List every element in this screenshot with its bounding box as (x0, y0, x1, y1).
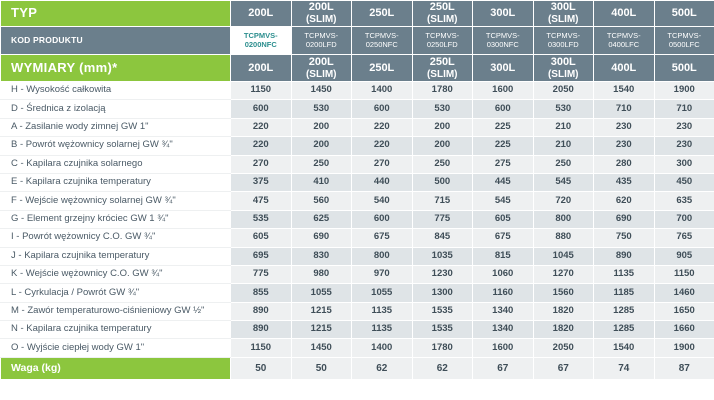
cell-r13-c2: 1135 (352, 321, 413, 339)
cell-r8-c5: 880 (533, 229, 594, 247)
cell-r12-c2: 1135 (352, 302, 413, 320)
cell-r4-c3: 250 (412, 155, 473, 173)
table-row (1, 155, 714, 173)
cell-r6-c4: 545 (473, 192, 534, 210)
product-code-3: TCPMVS- 0250LFD (412, 27, 473, 55)
product-code-7: TCPMVS- 0500LFC (654, 27, 714, 55)
cell-r5-c4: 445 (473, 173, 534, 191)
dimension-column-header-3: 250L (SLIM) (412, 55, 473, 82)
cell-r4-c7: 300 (654, 155, 714, 173)
cell-r4-c2: 270 (352, 155, 413, 173)
table-row (1, 100, 714, 118)
product-code-0: TCPMVS- 0200NFC (231, 27, 292, 55)
table-row (1, 173, 714, 191)
table-row (1, 302, 714, 320)
cell-r14-c2: 1400 (352, 339, 413, 357)
column-header-model-2: 250L (352, 1, 413, 27)
table-row (1, 284, 714, 302)
header-row-type (1, 1, 714, 27)
weight-label: Waga (kg) (1, 357, 231, 379)
weight-value-0: 50 (231, 357, 292, 379)
product-code-label: KOD PRODUKTU (1, 27, 231, 55)
dimension-column-header-5: 300L (SLIM) (533, 55, 594, 82)
cell-r10-c0: 775 (231, 265, 292, 283)
row-label: F - Wejście wężownicy solarnej GW ¾" (1, 192, 231, 210)
cell-r3-c1: 200 (291, 137, 352, 155)
footer-row-weight (1, 357, 714, 379)
cell-r13-c3: 1535 (412, 321, 473, 339)
cell-r5-c2: 440 (352, 173, 413, 191)
product-code-6: TCPMVS- 0400LFC (594, 27, 655, 55)
cell-r8-c6: 750 (594, 229, 655, 247)
cell-r9-c0: 695 (231, 247, 292, 265)
cell-r3-c5: 210 (533, 137, 594, 155)
dimension-column-header-0: 200L (231, 55, 292, 82)
cell-r10-c6: 1135 (594, 265, 655, 283)
row-label: B - Powrót wężownicy solarnej GW ¾" (1, 137, 231, 155)
cell-r12-c1: 1215 (291, 302, 352, 320)
row-label: A - Zasilanie wody zimnej GW 1" (1, 118, 231, 136)
cell-r13-c5: 1820 (533, 321, 594, 339)
row-label: C - Kapilara czujnika solarnego (1, 155, 231, 173)
cell-r7-c5: 800 (533, 210, 594, 228)
cell-r0-c2: 1400 (352, 82, 413, 100)
cell-r1-c3: 530 (412, 100, 473, 118)
cell-r9-c2: 800 (352, 247, 413, 265)
cell-r3-c4: 225 (473, 137, 534, 155)
cell-r1-c1: 530 (291, 100, 352, 118)
table-row (1, 321, 714, 339)
cell-r11-c1: 1055 (291, 284, 352, 302)
cell-r3-c2: 220 (352, 137, 413, 155)
cell-r2-c0: 220 (231, 118, 292, 136)
dimension-column-header-4: 300L (473, 55, 534, 82)
cell-r10-c1: 980 (291, 265, 352, 283)
cell-r0-c5: 2050 (533, 82, 594, 100)
table-row (1, 137, 714, 155)
cell-r2-c1: 200 (291, 118, 352, 136)
cell-r0-c3: 1780 (412, 82, 473, 100)
cell-r3-c6: 230 (594, 137, 655, 155)
cell-r9-c4: 815 (473, 247, 534, 265)
product-code-4: TCPMVS- 0300NFC (473, 27, 534, 55)
cell-r12-c5: 1820 (533, 302, 594, 320)
dimensions-label: WYMIARY (mm)* (1, 55, 231, 82)
cell-r4-c0: 270 (231, 155, 292, 173)
table-row (1, 118, 714, 136)
cell-r3-c3: 200 (412, 137, 473, 155)
cell-r11-c0: 855 (231, 284, 292, 302)
cell-r1-c2: 600 (352, 100, 413, 118)
column-header-model-1: 200L (SLIM) (291, 1, 352, 27)
row-label: M - Zawór temperaturowo-ciśnieniowy GW ½" (1, 302, 231, 320)
cell-r7-c1: 625 (291, 210, 352, 228)
table-row (1, 192, 714, 210)
table-row (1, 82, 714, 100)
cell-r8-c1: 690 (291, 229, 352, 247)
cell-r3-c0: 220 (231, 137, 292, 155)
cell-r13-c7: 1660 (654, 321, 714, 339)
cell-r12-c4: 1340 (473, 302, 534, 320)
dimension-column-header-2: 250L (352, 55, 413, 82)
cell-r0-c4: 1600 (473, 82, 534, 100)
weight-value-6: 74 (594, 357, 655, 379)
cell-r6-c1: 560 (291, 192, 352, 210)
cell-r11-c7: 1460 (654, 284, 714, 302)
cell-r14-c3: 1780 (412, 339, 473, 357)
cell-r8-c3: 845 (412, 229, 473, 247)
cell-r6-c3: 715 (412, 192, 473, 210)
row-label: O - Wyjście ciepłej wody GW 1" (1, 339, 231, 357)
table-row (1, 265, 714, 283)
cell-r1-c6: 710 (594, 100, 655, 118)
table-row (1, 210, 714, 228)
cell-r4-c4: 275 (473, 155, 534, 173)
row-label: G - Element grzejny króciec GW 1 ¾" (1, 210, 231, 228)
cell-r8-c2: 675 (352, 229, 413, 247)
cell-r6-c5: 720 (533, 192, 594, 210)
cell-r7-c7: 700 (654, 210, 714, 228)
row-label: L - Cyrkulacja / Powrót GW ¾" (1, 284, 231, 302)
cell-r1-c0: 600 (231, 100, 292, 118)
cell-r9-c5: 1045 (533, 247, 594, 265)
cell-r12-c7: 1650 (654, 302, 714, 320)
cell-r2-c5: 210 (533, 118, 594, 136)
cell-r2-c2: 220 (352, 118, 413, 136)
row-label: D - Średnica z izolacją (1, 100, 231, 118)
cell-r14-c0: 1150 (231, 339, 292, 357)
cell-r0-c6: 1540 (594, 82, 655, 100)
column-header-model-0: 200L (231, 1, 292, 27)
cell-r11-c6: 1185 (594, 284, 655, 302)
cell-r6-c2: 540 (352, 192, 413, 210)
dimension-column-header-6: 400L (594, 55, 655, 82)
cell-r10-c7: 1150 (654, 265, 714, 283)
column-header-model-7: 500L (654, 1, 714, 27)
cell-r8-c7: 765 (654, 229, 714, 247)
cell-r13-c4: 1340 (473, 321, 534, 339)
column-header-model-6: 400L (594, 1, 655, 27)
cell-r11-c3: 1300 (412, 284, 473, 302)
cell-r14-c6: 1540 (594, 339, 655, 357)
row-label: H - Wysokość całkowita (1, 82, 231, 100)
cell-r14-c4: 1600 (473, 339, 534, 357)
header-row-code (1, 27, 714, 55)
cell-r10-c5: 1270 (533, 265, 594, 283)
cell-r7-c3: 775 (412, 210, 473, 228)
cell-r9-c6: 890 (594, 247, 655, 265)
cell-r4-c6: 280 (594, 155, 655, 173)
weight-value-1: 50 (291, 357, 352, 379)
weight-value-7: 87 (654, 357, 714, 379)
cell-r5-c5: 545 (533, 173, 594, 191)
weight-value-3: 62 (412, 357, 473, 379)
cell-r13-c6: 1285 (594, 321, 655, 339)
type-label: TYP (1, 1, 231, 27)
cell-r0-c0: 1150 (231, 82, 292, 100)
row-label: E - Kapilara czujnika temperatury (1, 173, 231, 191)
cell-r7-c0: 535 (231, 210, 292, 228)
cell-r0-c7: 1900 (654, 82, 714, 100)
cell-r7-c4: 605 (473, 210, 534, 228)
cell-r5-c7: 450 (654, 173, 714, 191)
cell-r1-c5: 530 (533, 100, 594, 118)
cell-r10-c3: 1230 (412, 265, 473, 283)
cell-r8-c4: 675 (473, 229, 534, 247)
cell-r7-c2: 600 (352, 210, 413, 228)
cell-r12-c0: 890 (231, 302, 292, 320)
cell-r5-c6: 435 (594, 173, 655, 191)
cell-r9-c1: 830 (291, 247, 352, 265)
dimension-column-header-7: 500L (654, 55, 714, 82)
cell-r11-c5: 1560 (533, 284, 594, 302)
cell-r2-c7: 230 (654, 118, 714, 136)
cell-r8-c0: 605 (231, 229, 292, 247)
product-code-2: TCPMVS- 0250NFC (352, 27, 413, 55)
cell-r5-c0: 375 (231, 173, 292, 191)
cell-r5-c3: 500 (412, 173, 473, 191)
cell-r4-c1: 250 (291, 155, 352, 173)
table-row (1, 247, 714, 265)
cell-r13-c1: 1215 (291, 321, 352, 339)
cell-r11-c2: 1055 (352, 284, 413, 302)
cell-r3-c7: 230 (654, 137, 714, 155)
cell-r1-c4: 600 (473, 100, 534, 118)
product-code-5: TCPMVS- 0300LFD (533, 27, 594, 55)
cell-r6-c0: 475 (231, 192, 292, 210)
cell-r2-c3: 200 (412, 118, 473, 136)
column-header-model-5: 300L (SLIM) (533, 1, 594, 27)
cell-r2-c6: 230 (594, 118, 655, 136)
cell-r14-c7: 1900 (654, 339, 714, 357)
header-row-dimensions (1, 55, 714, 82)
cell-r6-c6: 620 (594, 192, 655, 210)
row-label: N - Kapilara czujnika temperatury (1, 321, 231, 339)
cell-r13-c0: 890 (231, 321, 292, 339)
column-header-model-4: 300L (473, 1, 534, 27)
cell-r9-c7: 905 (654, 247, 714, 265)
cell-r6-c7: 635 (654, 192, 714, 210)
cell-r12-c3: 1535 (412, 302, 473, 320)
cell-r2-c4: 225 (473, 118, 534, 136)
cell-r14-c1: 1450 (291, 339, 352, 357)
weight-value-4: 67 (473, 357, 534, 379)
cell-r0-c1: 1450 (291, 82, 352, 100)
cell-r5-c1: 410 (291, 173, 352, 191)
cell-r4-c5: 250 (533, 155, 594, 173)
row-label: J - Kapilara czujnika temperatury (1, 247, 231, 265)
column-header-model-3: 250L (SLIM) (412, 1, 473, 27)
cell-r1-c7: 710 (654, 100, 714, 118)
product-code-1: TCPMVS- 0200LFD (291, 27, 352, 55)
weight-value-5: 67 (533, 357, 594, 379)
cell-r12-c6: 1285 (594, 302, 655, 320)
cell-r9-c3: 1035 (412, 247, 473, 265)
cell-r10-c4: 1060 (473, 265, 534, 283)
cell-r11-c4: 1160 (473, 284, 534, 302)
row-label: K - Wejście wężownicy C.O. GW ¾" (1, 265, 231, 283)
cell-r10-c2: 970 (352, 265, 413, 283)
row-label: I - Powrót wężownicy C.O. GW ¾" (1, 229, 231, 247)
weight-value-2: 62 (352, 357, 413, 379)
cell-r7-c6: 690 (594, 210, 655, 228)
table-row (1, 229, 714, 247)
dimension-column-header-1: 200L (SLIM) (291, 55, 352, 82)
cell-r14-c5: 2050 (533, 339, 594, 357)
table-row (1, 339, 714, 357)
